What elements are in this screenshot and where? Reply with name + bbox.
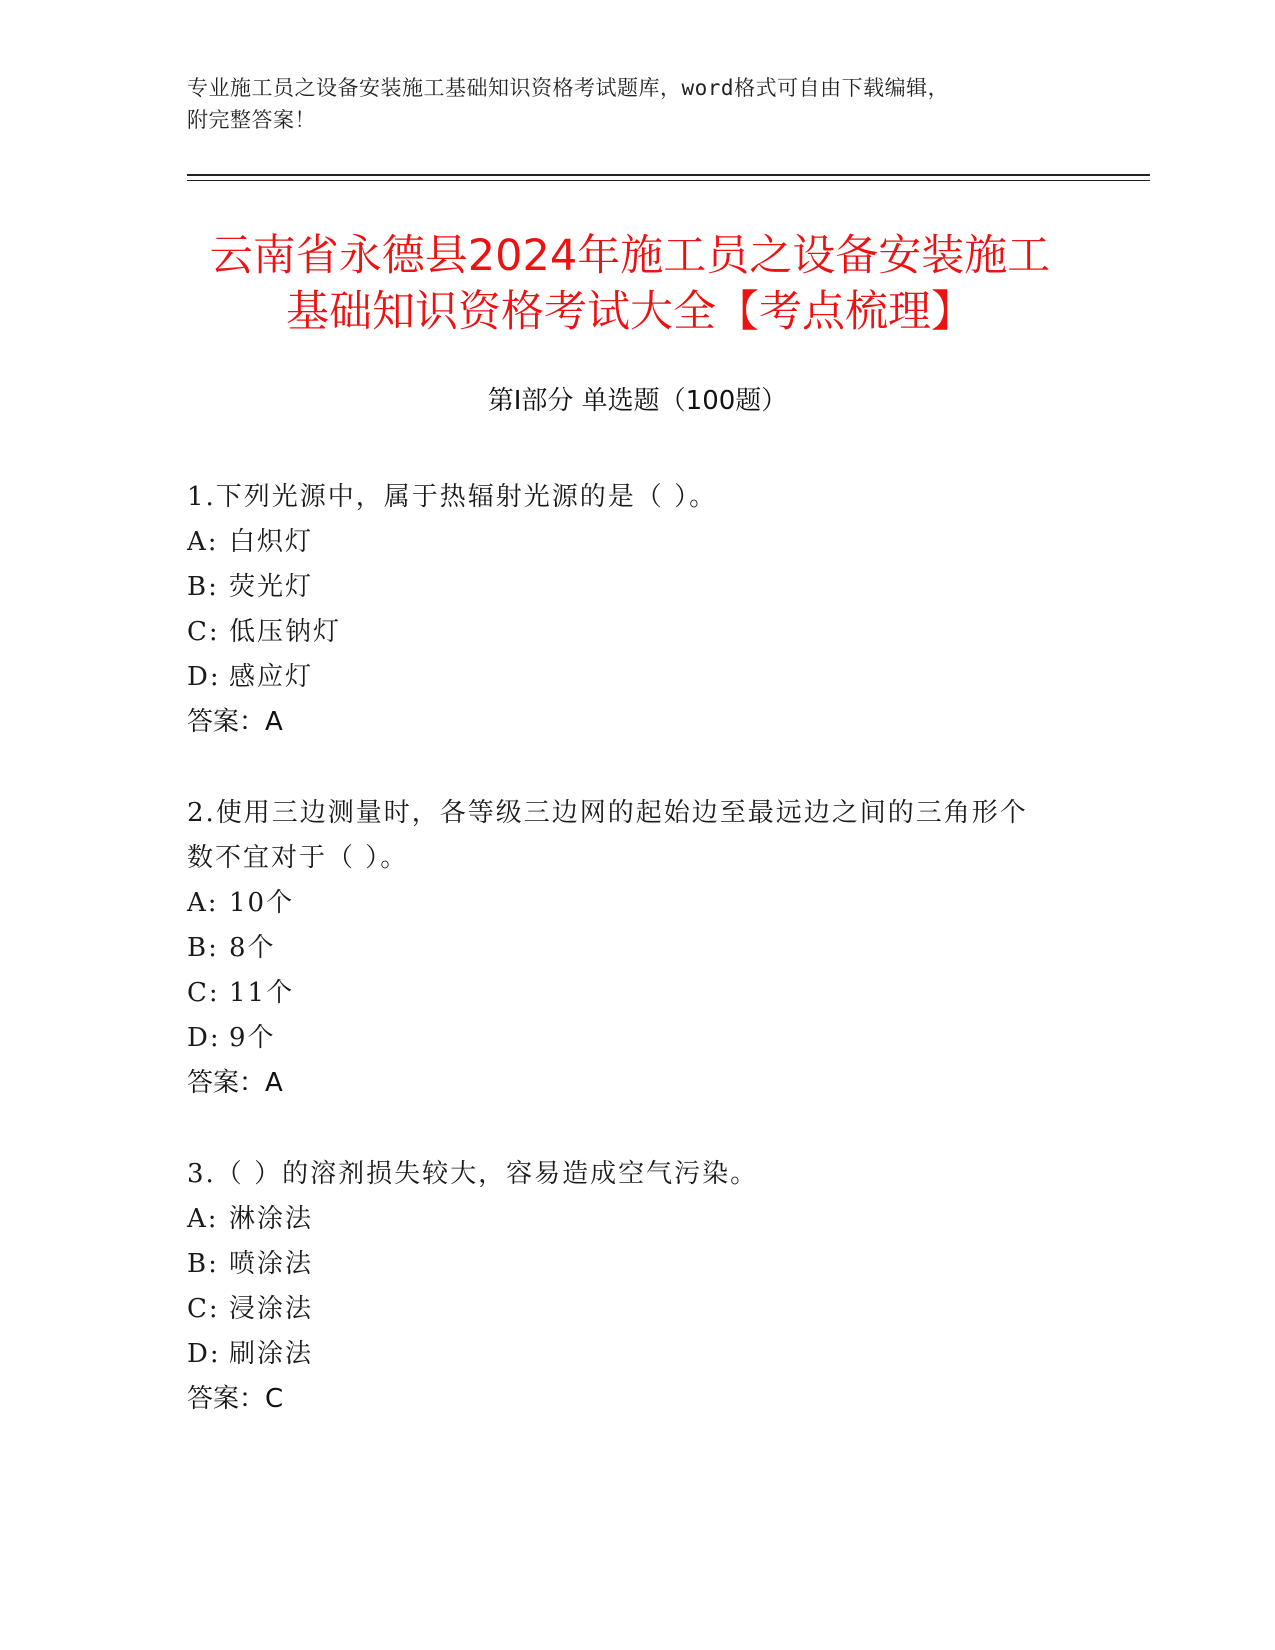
document-title-line-1: 云南省永德县2024年施工员之设备安装施工 [209, 231, 1051, 281]
option-text: 荧光灯 [229, 572, 314, 602]
document-title [160, 228, 1100, 340]
option-label: D: [187, 1339, 221, 1369]
answer-line: 答案：A [187, 707, 283, 737]
option-label: C: [187, 1294, 220, 1324]
option-text: 9个 [229, 1023, 276, 1053]
question-1 [187, 475, 1087, 745]
option-text: 白炽灯 [229, 527, 314, 557]
option-a [187, 881, 1087, 926]
option-label: A: [187, 888, 219, 918]
section-heading: 第Ⅰ部分 单选题（100题） [487, 386, 788, 416]
header-note [187, 72, 1107, 136]
option-text: 11个 [229, 978, 295, 1008]
question-stem-line-2: 数不宜对于（ ）。 [187, 843, 409, 873]
option-text: 低压钠灯 [229, 617, 342, 647]
header-divider-thick [187, 174, 1150, 176]
question-stem: 3.（ ）的溶剂损失较大，容易造成空气污染。 [187, 1159, 759, 1189]
answer-line: 答案：A [187, 1068, 283, 1098]
header-divider-thin [187, 180, 1150, 181]
option-label: C: [187, 617, 220, 647]
question-2 [187, 791, 1087, 1106]
option-text: 10个 [229, 888, 295, 918]
option-b [187, 565, 1087, 610]
option-a [187, 1197, 1087, 1242]
question-3 [187, 1152, 1087, 1422]
option-text: 淋涂法 [229, 1204, 314, 1234]
question-list [187, 475, 1087, 1468]
option-label: B: [187, 933, 219, 963]
option-c [187, 610, 1087, 655]
option-d [187, 1332, 1087, 1377]
answer-line: 答案：C [187, 1384, 284, 1414]
option-label: C: [187, 978, 220, 1008]
question-stem-line-1: 2.使用三边测量时，各等级三边网的起始边至最远边之间的三角形个 [187, 798, 1028, 828]
option-c [187, 971, 1087, 1016]
option-text: 刷涂法 [229, 1339, 314, 1369]
option-label: D: [187, 1023, 221, 1053]
header-note-line-1: 专业施工员之设备安装施工基础知识资格考试题库，word格式可自由下载编辑， [187, 76, 950, 100]
option-label: A: [187, 1204, 219, 1234]
option-d [187, 655, 1087, 700]
option-text: 浸涂法 [229, 1294, 314, 1324]
document-title-line-2: 基础知识资格考试大全【考点梳理】 [286, 287, 974, 337]
option-a [187, 520, 1087, 565]
option-c [187, 1287, 1087, 1332]
option-label: B: [187, 1249, 219, 1279]
option-text: 喷涂法 [229, 1249, 314, 1279]
option-b [187, 926, 1087, 971]
option-label: B: [187, 572, 219, 602]
option-label: A: [187, 527, 219, 557]
option-b [187, 1242, 1087, 1287]
option-text: 8个 [229, 933, 276, 963]
option-d [187, 1016, 1087, 1061]
header-note-line-2: 附完整答案！ [187, 108, 316, 132]
option-text: 感应灯 [229, 662, 314, 692]
question-stem: 1.下列光源中，属于热辐射光源的是（ ）。 [187, 482, 718, 512]
option-label: D: [187, 662, 221, 692]
